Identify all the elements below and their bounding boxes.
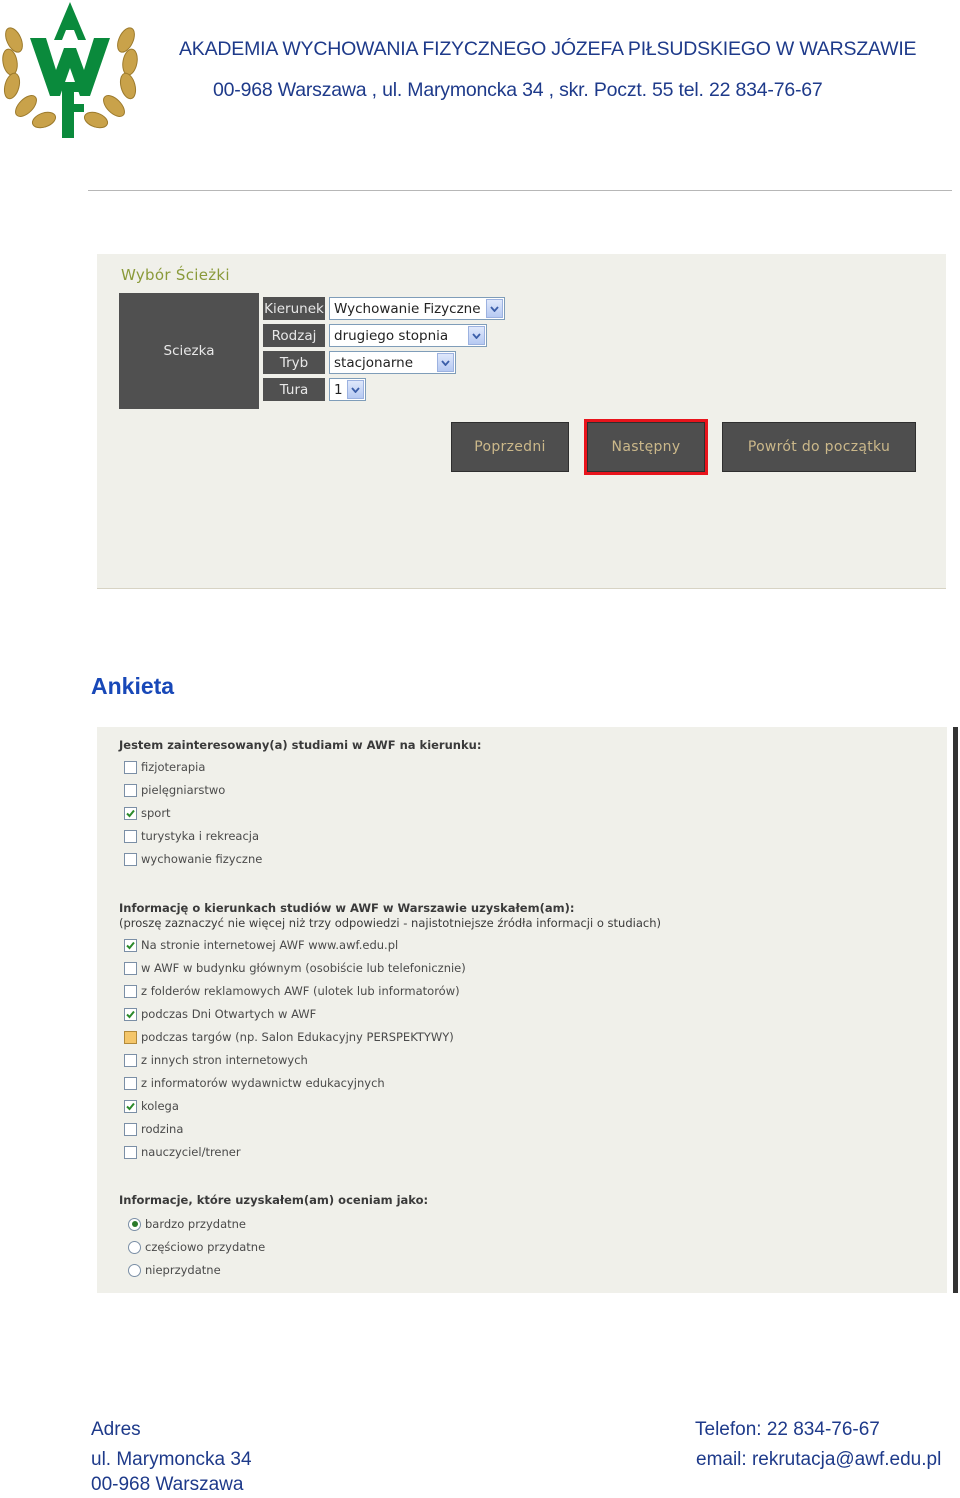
radio-button[interactable]: [128, 1264, 141, 1277]
awf-logo: [0, 0, 140, 140]
checkbox-option[interactable]: [124, 1075, 385, 1091]
select-value: Wychowanie Fizyczne: [334, 300, 481, 317]
select-value: drugiego stopnia: [334, 327, 449, 344]
checkbox-option[interactable]: [124, 759, 205, 775]
checkbox[interactable]: [124, 962, 137, 975]
checkbox[interactable]: [124, 1100, 137, 1113]
option-label: częściowo przydatne: [145, 1240, 266, 1254]
checkmark-icon: [125, 1101, 136, 1112]
checkbox[interactable]: [124, 1123, 137, 1136]
checkbox[interactable]: [124, 939, 137, 952]
survey-heading: Ankieta: [91, 673, 175, 699]
checkbox-option[interactable]: [124, 1144, 241, 1160]
checkbox-option[interactable]: [124, 851, 262, 867]
field-label: Tura: [263, 378, 325, 401]
question-title: Informację o kierunkach studiów w AWF w Warszawie uzyskałem(am):: [119, 901, 575, 915]
organization-address: 00-968 Warszawa , ul. Marymoncka 34 , skr. Poczt. 55 tel. 22 834-76-67: [213, 79, 823, 101]
radio-selected-dot: [132, 1221, 138, 1227]
radio-button[interactable]: [128, 1241, 141, 1254]
checkbox-option[interactable]: [124, 937, 398, 953]
option-label: z innych stron internetowych: [141, 1053, 308, 1067]
option-label: wychowanie fizyczne: [141, 852, 263, 866]
checkbox[interactable]: [124, 784, 137, 797]
option-label: turystyka i rekreacja: [141, 829, 260, 843]
option-label: Na stronie internetowej AWF www.awf.edu.pl: [141, 938, 399, 952]
chevron-down-icon[interactable]: [468, 326, 485, 345]
select-value: 1: [334, 381, 343, 398]
option-label: w AWF w budynku głównym (osobiście lub telefonicznie): [141, 961, 466, 975]
radio-option[interactable]: [128, 1262, 221, 1278]
option-label: z folderów reklamowych AWF (ulotek lub informatorów): [141, 984, 460, 998]
checkbox[interactable]: [124, 830, 137, 843]
checkmark-icon: [125, 940, 136, 951]
restart-button[interactable]: Powrót do początku: [722, 422, 916, 472]
field-label: Kierunek: [263, 297, 325, 320]
tura-select[interactable]: [329, 378, 366, 401]
option-label: kolega: [141, 1099, 179, 1113]
option-label: nieprzydatne: [145, 1263, 221, 1277]
chevron-down-icon[interactable]: [486, 299, 503, 318]
checkbox[interactable]: [124, 1008, 137, 1021]
next-button[interactable]: Następny: [587, 422, 705, 472]
option-label: podczas Dni Otwartych w AWF: [141, 1007, 317, 1021]
option-label: sport: [141, 806, 171, 820]
kierunek-select[interactable]: [329, 297, 505, 320]
header-divider: [88, 190, 952, 191]
option-label: bardzo przydatne: [145, 1217, 246, 1231]
checkbox-option[interactable]: [124, 960, 466, 976]
checkbox-option[interactable]: [124, 828, 259, 844]
checkbox[interactable]: [124, 807, 137, 820]
path-label-box: [119, 293, 259, 409]
radio-option[interactable]: [128, 1216, 246, 1232]
field-row-tura: [263, 378, 366, 401]
radio-button[interactable]: [128, 1218, 141, 1231]
footer-street: ul. Marymoncka 34: [91, 1449, 252, 1470]
checkbox[interactable]: [124, 853, 137, 866]
checkmark-icon: [125, 808, 136, 819]
previous-button[interactable]: Poprzedni: [451, 422, 569, 472]
checkbox[interactable]: [124, 985, 137, 998]
option-label: fizjoterapia: [141, 760, 206, 774]
organization-name: AKADEMIA WYCHOWANIA FIZYCZNEGO JÓZEFA PIŁSUDSKIEGO W WARSZAWIE: [179, 38, 917, 60]
question-title: Informacje, które uzyskałem(am) oceniam jako:: [119, 1193, 429, 1207]
checkbox-option[interactable]: [124, 1052, 308, 1068]
checkbox[interactable]: [124, 1054, 137, 1067]
checkbox-option[interactable]: [124, 805, 171, 821]
field-row-kierunek: [263, 297, 505, 320]
checkbox[interactable]: [124, 1146, 137, 1159]
field-label: Rodzaj: [263, 324, 325, 347]
field-row-tryb: [263, 351, 456, 374]
footer-city: 00-968 Warszawa: [91, 1474, 244, 1495]
checkmark-icon: [125, 1009, 136, 1020]
footer-phone: Telefon: 22 834-76-67: [695, 1419, 880, 1440]
path-selection-panel: [97, 254, 946, 589]
panel-title: Wybór Ścieżki: [121, 266, 230, 284]
checkbox-option[interactable]: [124, 983, 460, 999]
chevron-down-icon[interactable]: [437, 353, 454, 372]
path-label: Sciezka: [163, 343, 215, 359]
checkbox[interactable]: [124, 1031, 137, 1044]
scrollbar-edge: [953, 727, 958, 1293]
field-label: Tryb: [263, 351, 325, 374]
checkbox-option[interactable]: [124, 782, 225, 798]
option-label: podczas targów (np. Salon Edukacyjny PERSPEKTYWY): [141, 1030, 454, 1044]
footer-address-label: Adres: [91, 1419, 141, 1440]
question-title: Jestem zainteresowany(a) studiami w AWF na kierunku:: [119, 738, 482, 752]
checkbox-option[interactable]: [124, 1121, 183, 1137]
select-value: stacjonarne: [334, 354, 414, 371]
chevron-down-icon[interactable]: [347, 380, 364, 399]
checkbox[interactable]: [124, 1077, 137, 1090]
option-label: nauczyciel/trener: [141, 1145, 241, 1159]
footer-email: email: rekrutacja@awf.edu.pl: [696, 1449, 942, 1470]
option-label: rodzina: [141, 1122, 184, 1136]
question-subtitle: (proszę zaznaczyć nie więcej niż trzy odpowiedzi - najistotniejsze źródła informacji o studiach): [119, 916, 661, 930]
checkbox-option[interactable]: [124, 1098, 179, 1114]
tryb-select[interactable]: [329, 351, 456, 374]
rodzaj-select[interactable]: [329, 324, 487, 347]
option-label: pielęgniarstwo: [141, 783, 226, 797]
field-row-rodzaj: [263, 324, 487, 347]
checkbox-option[interactable]: [124, 1029, 454, 1045]
radio-option[interactable]: [128, 1239, 265, 1255]
checkbox[interactable]: [124, 761, 137, 774]
survey-panel: [97, 727, 947, 1293]
option-label: z informatorów wydawnictw edukacyjnych: [141, 1076, 385, 1090]
checkbox-option[interactable]: [124, 1006, 316, 1022]
